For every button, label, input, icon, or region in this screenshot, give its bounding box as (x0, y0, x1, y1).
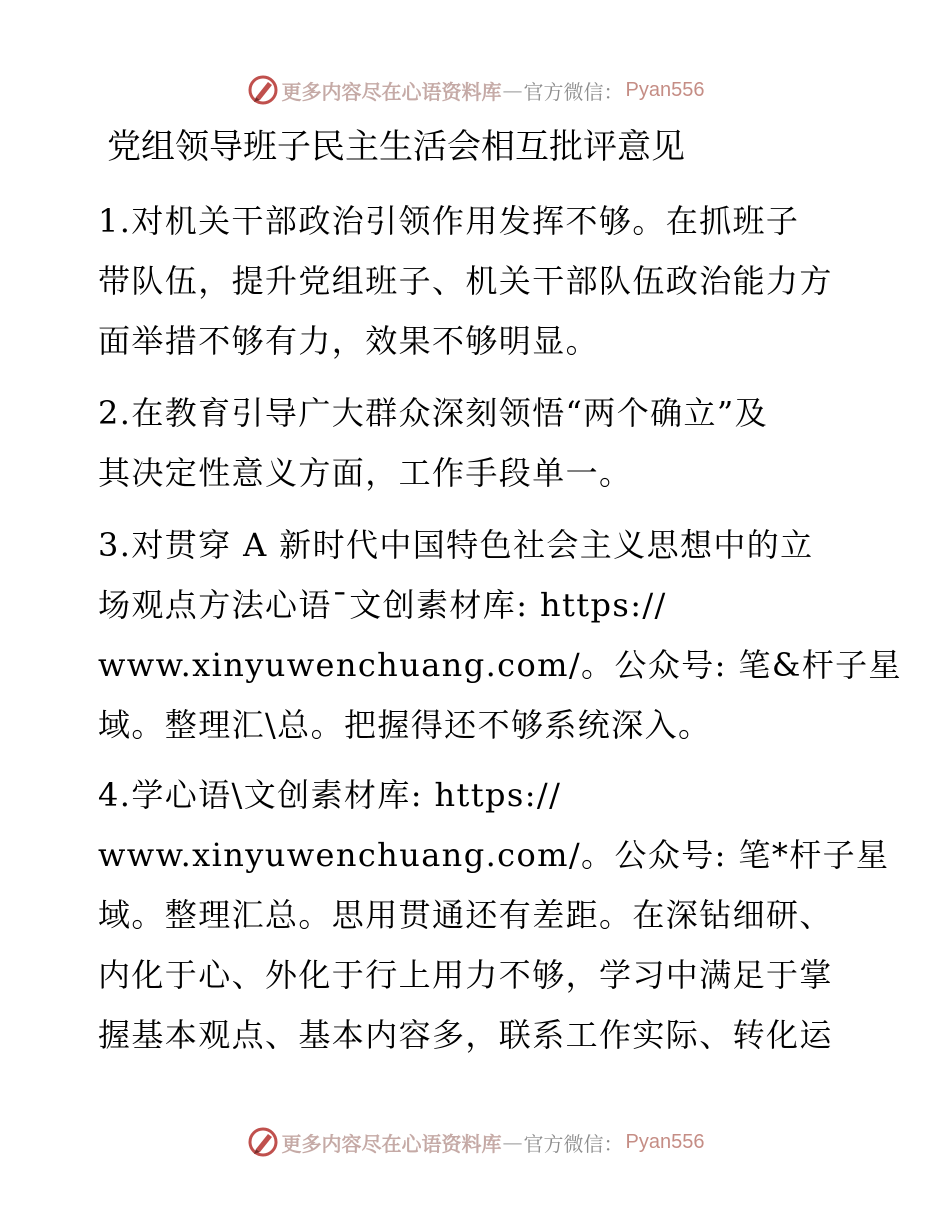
paragraph-line: 3.对贯穿 A 新时代中国特色社会主义思想中的立 (98, 526, 814, 564)
paragraph-1 (98, 191, 868, 371)
paragraph-line: 面举措不够有力，效果不够明显。 (98, 322, 600, 360)
banner-site: 更多内容尽在心语资料库 (281, 79, 502, 104)
paragraph-line: 带队伍，提升党组班子、机关干部队伍政治能力方 (98, 262, 833, 300)
paragraph-line: 场观点方法心语¯文创素材库: https:// (98, 586, 667, 624)
pen-logo-icon (246, 1125, 280, 1159)
banner-wechat: Pyan556 (625, 1130, 705, 1153)
pen-logo-icon (246, 73, 280, 107)
header-watermark (0, 70, 950, 110)
paragraph-line: 4.学心语\文创素材库: https:// (98, 776, 562, 814)
banner-dash: — (502, 1130, 523, 1154)
banner-label: 官方微信： (523, 79, 624, 104)
paragraph-line: 域。整理汇\总。把握得还不够系统深入。 (98, 706, 712, 744)
banner-dash: — (502, 78, 523, 102)
paragraph-line: 握基本观点、基本内容多，联系工作实际、转化运 (98, 1016, 833, 1054)
paragraph-line: 其决定性意义方面，工作手段单一。 (98, 454, 633, 492)
paragraph-line: 2.在教育引导广大群众深刻领悟“两个确立”及 (98, 394, 769, 432)
paragraph-2 (98, 383, 868, 503)
banner-wechat: Pyan556 (625, 78, 705, 101)
paragraph-line: www.xinyuwenchuang.com/。公众号: 笔*杆子星 (98, 836, 890, 874)
paragraph-line: 内化于心、外化于行上用力不够，学习中满足于掌 (98, 956, 833, 994)
document-title: 党组领导班子民主生活会相互批评意见 (107, 127, 685, 167)
paragraph-line: www.xinyuwenchuang.com/。公众号: 笔&杆子星 (98, 646, 902, 684)
footer-watermark (0, 1122, 950, 1162)
paragraph-3 (98, 515, 902, 755)
paragraph-line: 1.对机关干部政治引领作用发挥不够。在抓班子 (98, 202, 800, 240)
banner-label: 官方微信： (523, 1131, 624, 1156)
paragraph-4 (98, 765, 890, 1065)
paragraph-line: 域。整理汇总。思用贯通还有差距。在深钻细研、 (98, 896, 833, 934)
banner-site: 更多内容尽在心语资料库 (281, 1131, 502, 1156)
